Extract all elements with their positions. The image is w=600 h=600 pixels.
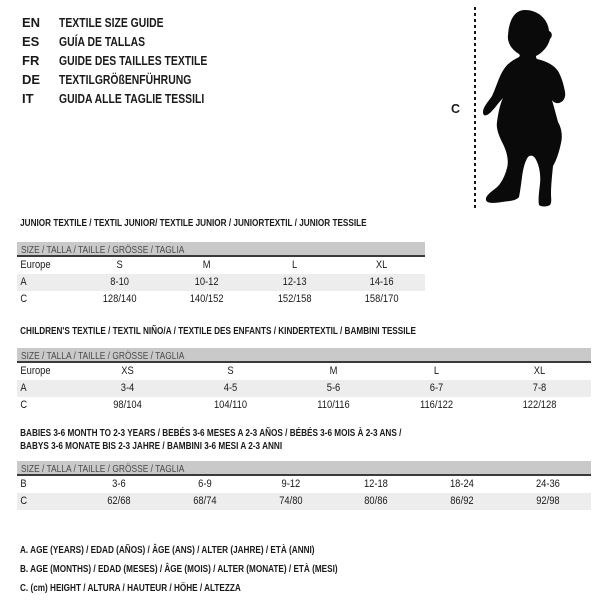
junior-table-title: JUNIOR TEXTILE / TEXTIL JUNIOR/ TEXTILE JUNIOR / JUNIORTEXTIL / JUNIOR TESSILE xyxy=(20,217,367,229)
age-cell: 7-8 xyxy=(532,382,547,394)
language-code: ES xyxy=(22,34,40,49)
height-cell: 92/98 xyxy=(536,495,560,507)
height-cell: 128/140 xyxy=(102,293,137,305)
toddler-silhouette-image xyxy=(483,5,598,213)
language-title: TEXTILE SIZE GUIDE xyxy=(59,15,164,30)
language-code: DE xyxy=(22,72,41,87)
table-row xyxy=(17,363,591,380)
row-label: C xyxy=(20,495,28,507)
language-title: GUIDE DES TAILLES TEXTILE xyxy=(59,53,208,68)
height-cell: 86/92 xyxy=(450,495,474,507)
age-cell: 12-18 xyxy=(364,478,389,490)
size-cell: S xyxy=(116,259,123,271)
height-cell: 104/110 xyxy=(213,399,248,411)
table-row xyxy=(17,380,591,397)
height-cell: 98/104 xyxy=(113,399,142,411)
row-label: Europe xyxy=(20,259,51,271)
age-cell: 6-9 xyxy=(197,478,212,490)
age-cell: 4-5 xyxy=(223,382,238,394)
age-cell: 18-24 xyxy=(450,478,475,490)
size-cell: L xyxy=(433,365,440,377)
age-cell: 6-7 xyxy=(429,382,444,394)
age-cell: 24-36 xyxy=(536,478,561,490)
language-title: GUÍA DE TALLAS xyxy=(59,34,146,49)
table-row xyxy=(17,274,425,291)
size-cell: M xyxy=(329,365,338,377)
babies-table-rows xyxy=(17,476,591,510)
height-cell: 62/68 xyxy=(107,495,131,507)
language-code: EN xyxy=(22,15,41,30)
legend-notes xyxy=(20,541,427,598)
size-cell: XS xyxy=(121,365,134,377)
note-age-months: B. AGE (MONTHS) / EDAD (MESES) / ÂGE (MOIS) / ALTER (MONATE) / ETÀ (MESI) xyxy=(20,563,338,575)
size-header-bar xyxy=(17,461,591,476)
childrens-table-title: CHILDREN'S TEXTILE / TEXTIL NIÑO/A / TEXTILE DES ENFANTS / KINDERTEXTIL / BAMBINI TESSILE xyxy=(20,325,416,337)
language-list xyxy=(22,13,244,108)
childrens-table-rows xyxy=(17,363,591,414)
height-cell: 152/158 xyxy=(277,293,312,305)
row-label: A xyxy=(20,276,27,288)
language-row-fr xyxy=(22,51,244,70)
age-cell: 10-12 xyxy=(194,276,219,288)
age-cell: 3-4 xyxy=(120,382,135,394)
age-cell: 14-16 xyxy=(369,276,394,288)
height-cell: 68/74 xyxy=(193,495,217,507)
row-label: B xyxy=(20,478,27,490)
size-cell: M xyxy=(202,259,211,271)
row-label: C xyxy=(20,399,28,411)
height-cell: 140/152 xyxy=(189,293,224,305)
language-code: IT xyxy=(22,91,34,106)
height-cell: 110/116 xyxy=(317,399,350,411)
age-cell: 3-6 xyxy=(112,478,126,490)
language-row-it xyxy=(22,89,244,108)
age-cell: 12-13 xyxy=(282,276,307,288)
language-code: FR xyxy=(22,53,40,68)
age-cell: 5-6 xyxy=(326,382,341,394)
height-cell: 74/80 xyxy=(278,495,303,507)
table-row xyxy=(17,291,425,308)
table-row xyxy=(17,476,591,493)
babies-table-title: BABIES 3-6 MONTH TO 2-3 YEARS / BEBÉS 3-6 MESES A 2-3 AÑOS / BÉBÉS 3-6 MOIS À 2-3 ANS / BABYS 3-6 MONATE BIS 2-3 JAHRE / BAMBINI 3-6 MESI A 2-3 ANNI xyxy=(20,427,402,452)
note-age-years: A. AGE (YEARS) / EDAD (AÑOS) / ÂGE (ANS) / ALTER (JAHRE) / ETÀ (ANNI) xyxy=(20,544,315,556)
size-header-text: SIZE / TALLA / TAILLE / GRÖSSE / TAGLIA xyxy=(21,350,185,362)
height-cell: 122/128 xyxy=(522,399,557,411)
language-row-en xyxy=(22,13,244,32)
row-label: A xyxy=(20,382,27,394)
size-header-bar xyxy=(17,242,425,257)
size-cell: S xyxy=(227,365,234,377)
language-title: GUIDA ALLE TAGLIE TESSILI xyxy=(59,91,205,106)
note-height-cm: C. (cm) HEIGHT / ALTURA / HAUTEUR / HÖHE / ALTEZZA xyxy=(20,582,241,594)
height-cell: 116/122 xyxy=(419,399,454,411)
language-row-de xyxy=(22,70,244,89)
height-cell: 80/86 xyxy=(364,495,389,507)
junior-table-rows xyxy=(17,257,425,308)
table-row xyxy=(17,257,425,274)
size-header-text: SIZE / TALLA / TAILLE / GRÖSSE / TAGLIA xyxy=(21,244,185,256)
height-measure-label: C xyxy=(451,102,461,116)
size-cell: XL xyxy=(375,259,388,271)
row-label: C xyxy=(20,293,28,305)
childrens-textile-table xyxy=(17,325,591,414)
row-label: Europe xyxy=(20,365,51,377)
language-title: TEXTILGRÖßENFÜHRUNG xyxy=(59,72,192,87)
junior-textile-table xyxy=(17,217,425,308)
age-cell: 9-12 xyxy=(281,478,300,490)
babies-textile-table xyxy=(17,427,591,510)
table-row xyxy=(17,493,591,510)
size-header-text: SIZE / TALLA / TAILLE / GRÖSSE / TAGLIA xyxy=(21,463,185,475)
table-row xyxy=(17,397,591,414)
height-cell: 158/170 xyxy=(364,293,399,305)
size-header-bar xyxy=(17,348,591,363)
size-cell: XL xyxy=(533,365,546,377)
height-measure-dashed-line xyxy=(474,7,476,210)
language-row-es xyxy=(22,32,244,51)
age-cell: 8-10 xyxy=(110,276,129,288)
size-cell: L xyxy=(291,259,297,271)
